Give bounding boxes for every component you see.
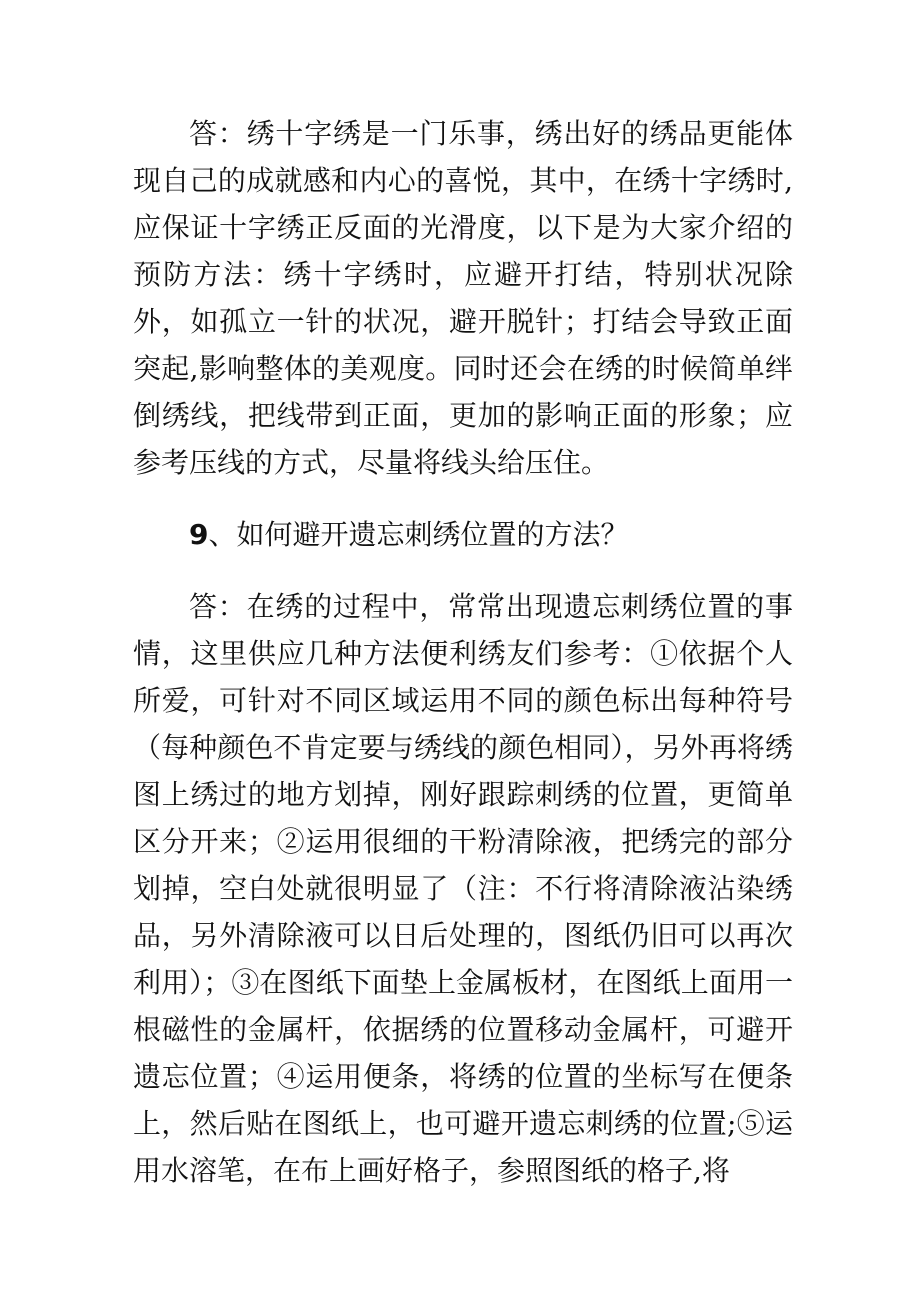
- answer-paragraph-9: 答：在绣的过程中，常常出现遗忘刺绣位置的事情，这里供应几种方法便利绣友们参考：①依据个人所爱，可针对不同区域运用不同的颜色标出每种符号（每种颜色不肯定要与绣线的颜色相同），另外再将绣图上绣过的地方划掉，刚好跟踪刺绣的位置，更简单区分开来；②运用很细的干粉清除液，把绣完的部分划掉，空白处就很明显了（注：不行将清除液沾染绣品，另外清除液可以日后处理的，图纸仍旧可以再次利用）；③在图纸下面垫上金属板材，在图纸上面用一根磁性的金属杆，依据绣的位置移动金属杆，可避开遗忘位置；④运用便条，将绣的位置的坐标写在便条上，然后贴在图纸上，也可避开遗忘刺绣的位置;⑤运用水溶笔，在布上画好格子，参照图纸的格子,将: [133, 590, 793, 1187]
- question-number: 9: [189, 518, 209, 551]
- question-text: 、如何避开遗忘刺绣位置的方法？: [208, 518, 629, 551]
- document-body: [133, 110, 793, 1194]
- answer-paragraph-8: 答：绣十字绣是一门乐事，绣出好的绣品更能体现自己的成就感和内心的喜悦，其中，在绣十字绣时,应保证十字绣正反面的光滑度，以下是为大家介绍的预防方法：绣十字绣时，应避开打结，特别状况除外，如孤立一针的状况，避开脱针；打结会导致正面突起,影响整体的美观度。同时还会在绣的时候简单绊倒绣线，把线带到正面，更加的影响正面的形象；应参考压线的方式，尽量将线头给压住。: [133, 117, 793, 479]
- question-heading-9: [133, 511, 793, 558]
